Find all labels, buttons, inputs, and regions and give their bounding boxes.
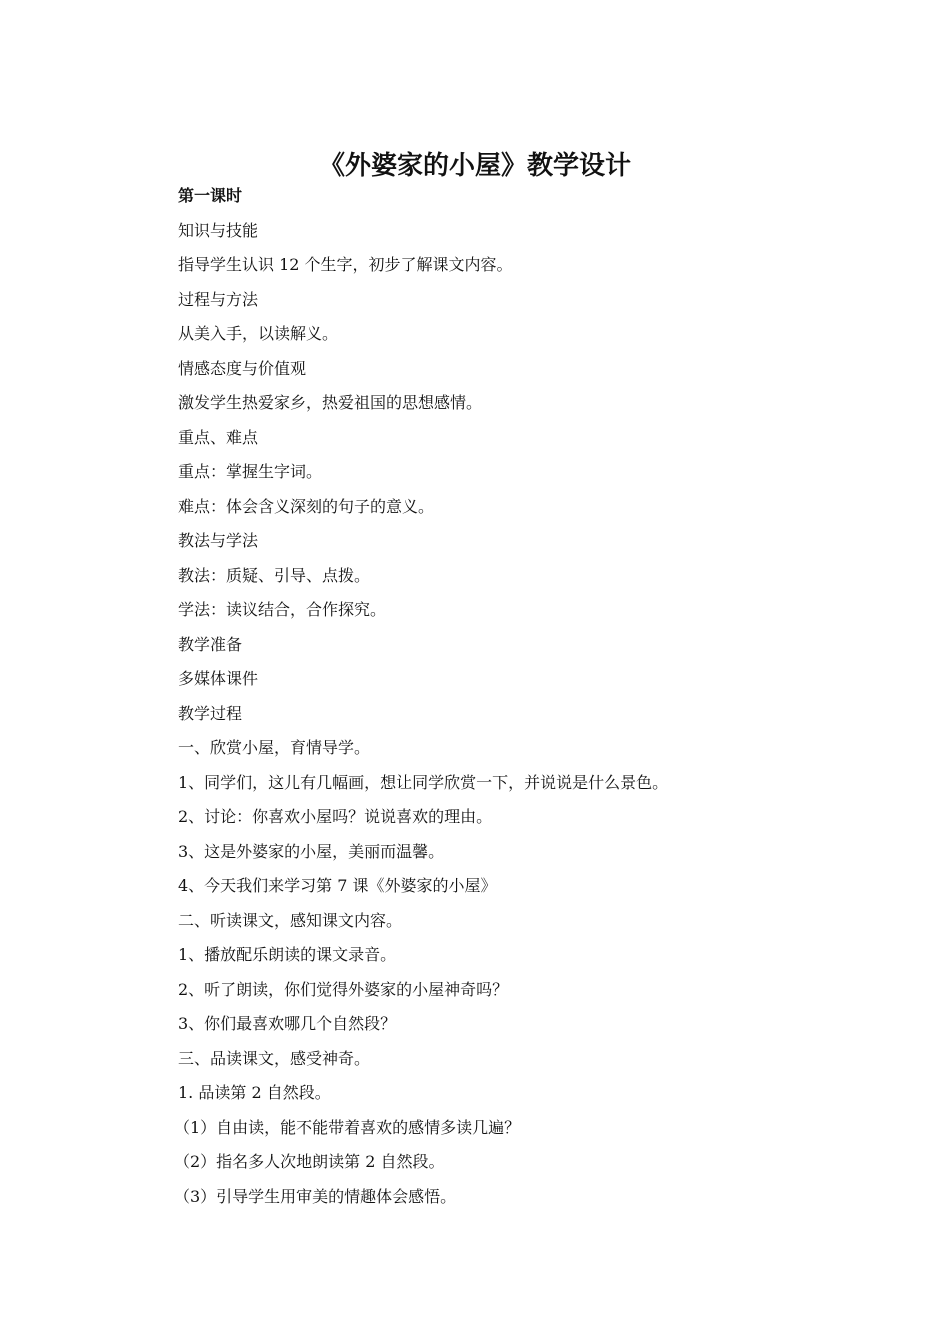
text-line: 知识与技能: [178, 220, 259, 240]
text-line: 指导学生认识 12 个生字，初步了解课文内容。: [178, 255, 513, 274]
text-line: 难点：体会含义深刻的句子的意义。: [178, 496, 435, 516]
text-line: 二、听读课文，感知课文内容。: [178, 910, 403, 930]
text-line: 3、你们最喜欢哪几个自然段？: [178, 1014, 397, 1033]
text-line: 激发学生热爱家乡，热爱祖国的思想感情。: [178, 393, 483, 412]
text-line: 2、讨论：你喜欢小屋吗？说说喜欢的理由。: [178, 807, 493, 826]
text-line: 教法与学法: [178, 531, 259, 550]
text-line: 过程与方法: [178, 289, 259, 309]
text-line: 多媒体课件: [178, 669, 259, 688]
text-line: 学法：读议结合，合作探究。: [178, 600, 387, 619]
text-line: 1、同学们，这儿有几幅画，想让同学欣赏一下，并说说是什么景色。: [178, 772, 669, 792]
text-line: 教学过程: [178, 703, 243, 723]
text-line: 教法：质疑、引导、点拨。: [178, 565, 371, 585]
text-line: 4、今天我们来学习第 7 课《外婆家的小屋》: [178, 876, 497, 895]
text-line: 教学准备: [178, 634, 243, 654]
text-line: （3）引导学生用审美的情趣体会感悟。: [174, 1186, 457, 1206]
text-line: 三、品读课文，感受神奇。: [178, 1048, 371, 1068]
text-line: 从美入手，以读解义。: [178, 324, 339, 343]
text-line: （2）指名多人次地朗读第 2 自然段。: [174, 1152, 445, 1171]
text-line: （1）自由读，能不能带着喜欢的感情多读几遍？: [174, 1117, 521, 1137]
text-line: 重点、难点: [178, 427, 259, 447]
text-line: 一、欣赏小屋，育情导学。: [178, 738, 371, 757]
document-body: [174, 184, 898, 1219]
text-line: 重点：掌握生字词。: [178, 462, 323, 481]
document-title: 《外婆家的小屋》教学设计: [318, 151, 631, 182]
text-line: 1. 品读第 2 自然段。: [178, 1083, 331, 1102]
text-line: 情感态度与价值观: [178, 358, 307, 378]
section-heading: 第一课时: [178, 186, 243, 205]
text-line: 3、这是外婆家的小屋，美丽而温馨。: [178, 841, 445, 861]
text-line: 2、听了朗读，你们觉得外婆家的小屋神奇吗？: [178, 979, 509, 999]
text-line: 1、播放配乐朗读的课文录音。: [178, 945, 397, 964]
